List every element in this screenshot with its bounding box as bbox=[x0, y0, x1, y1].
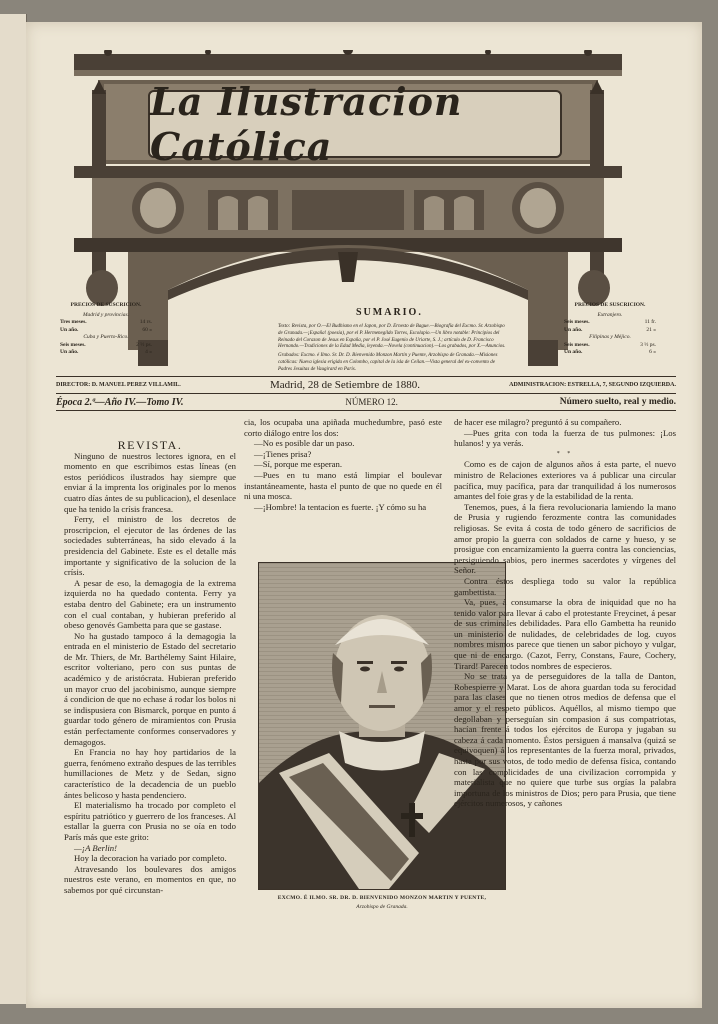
paragraph: —Sí, porque me esperan. bbox=[254, 459, 343, 470]
subscription-price: 2 ½ ps. bbox=[136, 341, 152, 348]
paragraph: Va, pues, á consumarse la obra de iniquidad que no ha tenido valor para llevar á cabo el protestante Freycinet, á pesar de sus criminales debilidades. Para ello Gambetta ha reunido un ministerio de nulidades, de celebridades de log. cuyos nombres mismos parece que tienen un sabor pichoyo y vulgar, que ni de encargo. (Cazot, Ferry, Constans, Faure, Cochery, Tirard! Parecen todos nombres de especieros. bbox=[454, 597, 676, 671]
subscription-region: Cuba y Puerto-Rico. bbox=[83, 334, 129, 340]
subscription-region: Extranjero. bbox=[597, 311, 623, 318]
masthead bbox=[68, 50, 628, 370]
paragraph: —¡Tienes prisa? bbox=[254, 448, 312, 459]
article-heading: REVISTA. bbox=[117, 438, 183, 452]
caption-title: Arzobispo de Granada. bbox=[356, 904, 408, 910]
subscription-row bbox=[60, 349, 152, 357]
subscription-row bbox=[564, 349, 656, 357]
subscription-price: 3 ½ ps. bbox=[640, 341, 656, 348]
paragraph: Ferry, el ministro de los decretos de proscripcion, el ejecutor de las órdenes de las sociedades subterráneas, ha sido elevado á la presidencia del Gabinete. Este es el detalle más importante y significativo de la solucion de la crísis. bbox=[64, 514, 236, 578]
paragraph: —¡Hombre! la tentacion es fuerte. ¡Y cómo su ha bbox=[254, 501, 427, 512]
subscription-price: 6 » bbox=[649, 349, 656, 355]
director-line: DIRECTOR: D. MANUEL PEREZ VILLAMIL. bbox=[56, 382, 181, 388]
epoch-volume: Época 2.ª—Año IV.—Tomo IV. bbox=[56, 396, 184, 408]
subscription-row bbox=[564, 342, 656, 350]
subscription-label: Un año. bbox=[60, 349, 79, 355]
subscription-label: Seis meses. bbox=[564, 319, 590, 325]
article-column-3 bbox=[454, 417, 676, 809]
paragraph: En Francia no hay hoy partidarios de la guerra, fenómeno extraño despues de las terribles humillaciones de Metz y de Sedan, signo característico de la decadencia de un pueblo ántes belicoso y hasta pendenciero. bbox=[64, 747, 236, 800]
subscription-label: Tres meses. bbox=[60, 319, 87, 325]
sumario-texto: Texto: Revista, por O.—El Budhismo en el Japon, por D. Ernesto de Bague.—Biografía del Excmo. Sr. Arzobispo de Granada.—¡España! (poesía), por el P. Hermenegildo Torres, Escolapio.—Un libro notable: Principios del Reinado del Corazon de Jesus en España, por el P. José Eugenio de Uriarte, S. J.; artículo de D. Francisco Hernando.—Tradiciones de la Edad Media, leyenda.—Novela (continuacion).—Los grabados, por X.—Anuncios. bbox=[278, 324, 506, 350]
subscription-row bbox=[60, 327, 152, 335]
masthead-title-box bbox=[148, 79, 562, 169]
article-column-2 bbox=[244, 417, 442, 512]
issue-date: Madrid, 28 de Setiembre de 1880. bbox=[269, 379, 420, 391]
sumario-body bbox=[278, 324, 508, 376]
subscription-price: 4 » bbox=[145, 349, 152, 355]
previous-page-edge bbox=[0, 14, 27, 1004]
subscription-prices-left bbox=[60, 302, 152, 357]
subscription-row bbox=[60, 319, 152, 327]
paragraph: Ninguno de nuestros lectores ignora, en el momento en que escribimos estas líneas (en estos periódicos ilustrados hay siempre que enviar á la imprenta los originales por lo menos cuatro días ántes de su publicacion), el desenlace que ha tenido la crísis francesa. bbox=[64, 450, 236, 514]
issue-number: NÚMERO 12. bbox=[345, 397, 398, 407]
paragraph: —¡A Berlin! bbox=[74, 842, 118, 853]
subscription-label: Seis meses. bbox=[60, 341, 86, 348]
article-column-1 bbox=[64, 440, 236, 896]
subscription-row bbox=[564, 327, 656, 335]
subscription-label: Un año. bbox=[564, 349, 583, 355]
paragraph: El materialismo ha trocado por completo el espíritu patriótico y guerrero de los franceses. Al estallar la guerra con Prusia no se oía en todo París más que este grito: bbox=[64, 800, 236, 842]
imprint-bar bbox=[56, 376, 676, 394]
subscription-price: 21 » bbox=[646, 326, 656, 333]
paragraph: Hoy la decoracion ha variado por completo. bbox=[74, 853, 227, 864]
paragraph: —Pues en tu mano está limpiar el boulevar instantáneamente, hasta el punto de que no quede en él ni una mosca. bbox=[244, 469, 442, 502]
subscription-price: 14 rs. bbox=[139, 319, 152, 325]
subscription-region: Madrid y provincias. bbox=[82, 311, 130, 318]
subscription-row bbox=[564, 319, 656, 327]
masthead-title: La Ilustracion Católica bbox=[150, 79, 463, 169]
paragraph: A pesar de eso, la demagogia de la extrema izquierda no ha quedado contenta. Ferry ya estaba dentro del Gabinete; era un instrumento con el cual contaban, y hubieran preferido al obeso genovés Gambetta para que se gastase. bbox=[64, 577, 236, 631]
section-divider: * * bbox=[556, 450, 574, 457]
paragraph: —No es posible dar un paso. bbox=[254, 438, 355, 449]
paragraph: Como es de cajon de algunos años á esta parte, el nuevo ministro de Relaciones exteriores va á publicar una circular pacífica, muy pacífica, para dar tranquilidad á los numerosos amantes del foie gras y de la estabilidad de la renta. bbox=[454, 459, 676, 502]
administration-line: ADMINISTRACION: ESTRELLA, 7, SEGUNDO IZQUIERDA. bbox=[509, 382, 676, 388]
paragraph: de hacer ese milagro? preguntó á su compañero. bbox=[454, 417, 622, 427]
paragraph: No se trata ya de perseguidores de la talla de Danton, Robespierre y Marat. Los de ahora guardan toda su ferocidad para las clases que no tienen otros medios de defensa que el amor y el respeto públicos. Aquéllos, al mismo tiempo que degollaban y perseguían sin compasion á sus compatriotas, hacían frente á todos los ejércitos de Europa y jugaban su cabeza á cada momento. Éstos persiguen á mansalva (quizá se equivoquen) á los representantes de la fuerza moral, privados, hasta por sus votos, de todo medio de defensa física, contando con las complicidades de una civilizacion corrompida y materialista que no quiere que turbe sus orgías la palabra importuna de los ministros de Dios; pero para Prusia, que tiene ejércitos numerosos, y cañones bbox=[454, 671, 676, 809]
issue-bar bbox=[56, 394, 676, 411]
paragraph: —Pues grita con toda la fuerza de tus pulmones: ¡Los hulanos! y ya verás. bbox=[454, 427, 676, 449]
subscription-price: 60 » bbox=[142, 326, 152, 333]
sumario-heading: SUMARIO. bbox=[356, 307, 423, 318]
single-issue-price: Número suelto, real y medio. bbox=[559, 397, 676, 407]
subscription-label: Un año. bbox=[60, 326, 79, 333]
portrait-caption bbox=[252, 894, 512, 912]
paragraph: No ha gustado tampoco á la demagogia la entrada en el ministerio de Estado del secretario de Mr. Thiers, de Mr. Barthélemy Saint Hilaire, escritor volteriano, pero con sus puntas de académico y de aristócrata. Hubieran preferido un mayor cruo del jacobinismo, aunque siempre á condicion de que no echase á rodar los bolos ni se indispusiera con Bismarck, porque en punto á guardar todo género de miramientos con Prusia están perfectamente conformes conservadores y demagogos. bbox=[64, 630, 236, 747]
caption-name: EXCMO. É ILMO. SR. DR. D. BIENVENIDO MONZON MARTIN Y PUENTE, bbox=[277, 895, 487, 901]
subscription-label: Un año. bbox=[564, 326, 583, 333]
newspaper-page bbox=[26, 22, 702, 1008]
subscription-row bbox=[60, 342, 152, 350]
paragraph: Tenemos, pues, á la fiera revolucionaria lamiendo la mano de Prusia y rugiendo ferozmente contra las comunidades religiosas. Se evita á costa de todo género de sacrificios de amor propio la guerra con soldados de carne y hueso, y se prosigue con encarnizamiento la guerra contra las conciencias, persiguiendo sabios, pero inermes sacerdotes y vírgenes del Señor. bbox=[454, 501, 676, 576]
subscription-heading: PRECIOS DE SUSCRICION. bbox=[574, 302, 646, 308]
sumario-grabados: Grabados: Excmo. é Ilmo. Sr. Dr. D. Bienvenido Monzon Martin y Puente, Arzobispo de Granada.—Misiones católicas: Nueva iglesia erigida en Colombo, capital de la isla de Ceilan.—Vista general del ex-convento de Padres Jesuitas de Vaugirard en Paris. bbox=[278, 353, 498, 372]
subscription-prices-right bbox=[564, 302, 656, 357]
subscription-price: 11 fr. bbox=[644, 319, 656, 325]
subscription-heading: PRECIOS DE SUSCRICION. bbox=[70, 302, 142, 308]
paragraph: cia, los ocupaba una apiñada muchedumbre, pasó este corto diálogo entre los dos: bbox=[244, 417, 442, 438]
paragraph: Contra éstos despliega todo su valor la república gambettista. bbox=[454, 575, 676, 597]
paragraph: Atravesando los boulevares dos amigos nuestros este verano, en momentos en que, no sabemos por qué circunstan- bbox=[64, 863, 236, 895]
subscription-label: Seis meses. bbox=[564, 341, 590, 348]
subscription-region: Filipinas y Méjico. bbox=[589, 334, 631, 340]
